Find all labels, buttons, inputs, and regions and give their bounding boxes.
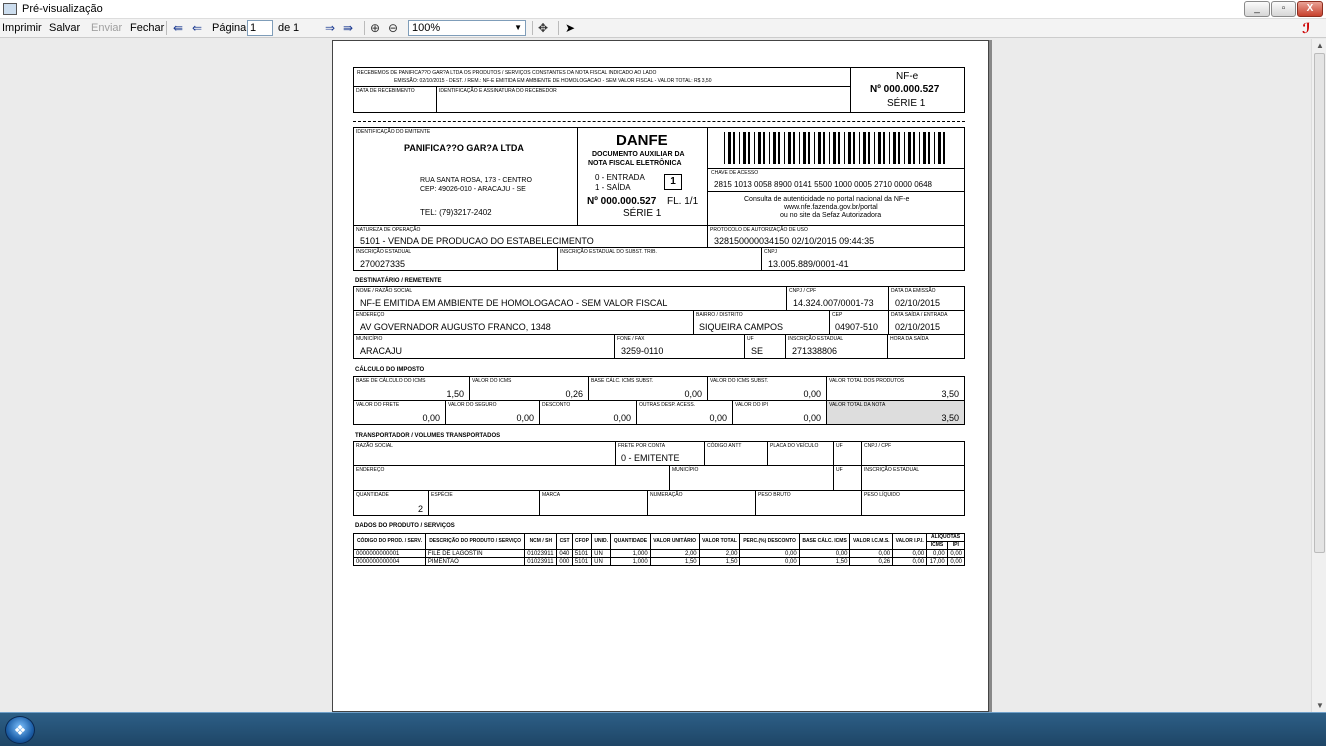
close-preview-button[interactable]: Fechar [130,22,165,34]
vertical-scrollbar[interactable] [1311,39,1326,712]
endereco-label: ENDEREÇO [356,312,385,318]
save-button[interactable]: Salvar [49,22,81,34]
barcode-bar [754,132,755,164]
receipt-date-box [353,86,437,113]
emitente-label: IDENTIFICAÇÃO DO EMITENTE [356,129,431,135]
barcode-bar [934,132,935,164]
saida-date-box [888,310,965,335]
barcode-bar [898,132,900,164]
municipio-value: ARACAJU [360,346,403,356]
windows-start-icon[interactable]: ❖ [5,716,35,744]
outras-label: OUTRAS DESP. ACESS. [639,402,696,408]
transp-cnpj-box [861,441,965,466]
col-header: DESCRIÇÃO DO PRODUTO / SERVIÇO [425,534,524,550]
barcode-bar [844,132,845,164]
barcode-bar [938,132,941,164]
barcode-bar [808,132,810,164]
seguro-label: VALOR DO SEGURO [448,402,497,408]
saida-label: 1 - SAÍDA [595,183,631,192]
uf-value: SE [751,346,764,356]
col-header: NCM / SH [525,534,557,550]
quantidade-label: QUANTIDADE [356,492,389,498]
danfe-box [577,127,708,226]
icms-value: 0,26 [565,389,583,399]
cell: 1,50 [799,558,850,566]
cep-box [829,310,889,335]
transp-uf2-box [833,465,862,491]
danfe-number: Nº 000.000.527 [587,196,657,207]
frete-conta-label: FRETE POR CONTA [618,443,666,449]
dest-ie-value: 271338806 [792,346,838,356]
natureza-label: NATUREZA DE OPERAÇÃO [356,227,421,233]
protocolo-label: PROTOCOLO DE AUTORIZAÇÃO DE USO [710,227,808,233]
desconto-box [539,400,637,425]
col-header: BASE CÁLC. ICMS [799,534,850,550]
cell: FILE DE LAGOSTIN [425,550,524,558]
uf-box [744,334,786,359]
produtos-section-title: DADOS DO PRODUTO / SERVIÇOS [355,523,455,529]
cell: 01023911 [525,550,557,558]
barcode-bar [874,132,875,164]
cell: 01023911 [525,558,557,566]
page-input[interactable]: 1 [247,20,273,36]
ie-value: 270027335 [360,259,406,269]
consulta-box [707,191,965,226]
cnpj-box [761,247,965,271]
emitente-address: RUA SANTA ROSA, 173 - CENTRO [420,177,532,184]
imposto-section-title: CÁLCULO DO IMPOSTO [355,367,425,373]
last-page-icon[interactable]: ⇛ [343,21,354,35]
previous-page-icon[interactable]: ⇐ [192,21,203,35]
vnota-box [826,400,965,425]
total-pages: 1 [293,22,300,34]
col-header: VALOR I.C.M.S. [850,534,893,550]
dest-name-box [353,286,787,311]
vnota-value: 3,50 [941,413,959,423]
dest-name-label: NOME / RAZÃO SOCIAL [356,288,413,294]
barcode-image [724,132,946,164]
barcode-bar [838,132,840,164]
barcode-bar [803,132,806,164]
bc-icms-label: BASE DE CÁLCULO DO ICMS [356,378,426,384]
col-header: VALOR I.P.I. [893,534,927,550]
cell: 5101 [572,550,591,558]
frete-conta-box [615,441,705,466]
receipt-text: RECEBEMOS DE PANIFICA??O GAR?A LTDA OS PRODUTOS / SERVIÇOS CONSTANTES DA NOTA FISCAL INDICADO AO LADO [357,70,657,76]
dest-cnpj-box [786,286,889,311]
nfe-stub-box [850,67,965,113]
col-header: PERC.(%) DESCONTO [740,534,799,550]
bc-st-label: BASE CÁLC. ICMS SUBST. [591,378,654,384]
dest-ie-box [785,334,888,359]
vprod-value: 3,50 [941,389,959,399]
cell: 1,50 [650,558,699,566]
cell: 0,00 [947,550,964,558]
fone-label: FONE / FAX [617,336,645,342]
col-header: CÓDIGO DO PROD. / SERV. [354,534,426,550]
next-page-icon[interactable]: ⇒ [325,21,336,35]
natureza-box [353,225,708,248]
toolbar-separator [532,21,533,35]
col-header: CST [557,534,572,550]
transp-ie-label: INSCRIÇÃO ESTADUAL [864,467,920,473]
receipt-line2: EMISSÃO: 02/10/2015 - DEST. / REM.: NF-E EMITIDA EM AMBIENTE DE HOMOLOGACAO - SEM VALOR FISCAL - VALOR TOTAL: R$ 3,50 [394,78,712,84]
chave-label: CHAVE DE ACESSO [711,170,759,176]
first-page-icon[interactable]: ⇚ [173,21,184,35]
chave-box [707,168,965,192]
dest-section-title: DESTINATÁRIO / REMETENTE [355,278,442,284]
barcode-bar [763,132,765,164]
cell: UN [592,558,611,566]
dest-cnpj-label: CNPJ / CPF [789,288,817,294]
marca-box [539,490,648,516]
window-title: Pré-visualização [22,3,103,15]
transp-section-title: TRANSPORTADOR / VOLUMES TRANSPORTADOS [355,433,501,439]
municipio-box [353,334,615,359]
desconto-label: DESCONTO [542,402,571,408]
col-header: VALOR TOTAL [699,534,740,550]
scroll-down-icon[interactable]: ▼ [1316,701,1324,710]
cell: 0000000000004 [354,558,426,566]
toolbar-separator [166,21,167,35]
barcode-bar [814,132,815,164]
iest-label: INSCRIÇÃO ESTADUAL DO SUBST. TRIB. [560,249,657,255]
razao-box [353,441,616,466]
danfe-sub1: DOCUMENTO AUXILIAR DA [592,151,685,158]
cell: 040 [557,550,572,558]
receipt-box [353,67,851,87]
cell: 0,00 [740,550,799,558]
barcode-bar [724,132,725,164]
bc-st-value: 0,00 [684,389,702,399]
bairro-value: SIQUEIRA CAMPOS [699,322,784,332]
aliquotas-header: ALÍQUOTAS [927,534,965,542]
barcode-bar [878,132,881,164]
zoom-in-icon[interactable]: ⊕ [370,21,381,35]
barcode-bar [908,132,911,164]
table-row [354,558,965,566]
ipi-box [732,400,827,425]
barcode-bar [904,132,905,164]
transp-uf-box [833,441,862,466]
vnota-label: VALOR TOTAL DA NOTA [829,402,886,408]
cell: 0,00 [850,550,893,558]
cell: 0,00 [893,558,927,566]
icms-st-label: VALOR DO ICMS SUBST. [710,378,769,384]
transp-endereco-box [353,465,670,491]
barcode-bar [793,132,795,164]
nfe-label: NF-e [896,71,919,82]
placa-label: PLACA DO VEÍCULO [770,443,819,449]
cell: 5101 [572,558,591,566]
razao-label: RAZÃO SOCIAL [356,443,393,449]
barcode-bar [829,132,830,164]
especie-box [428,490,540,516]
peso-bruto-label: PESO BRUTO [758,492,791,498]
barcode-bar [923,132,926,164]
protocolo-box [707,225,965,248]
bairro-label: BAIRRO / DISTRITO [696,312,743,318]
preview-toolbar [0,19,1326,38]
uf-label: UF [747,336,754,342]
consulta-text1: Consulta de autenticidade no portal nacional da NF-e [744,196,910,203]
icms-box [469,376,589,401]
placa-box [767,441,834,466]
col-header: UNID. [592,534,611,550]
bc-st-box [588,376,708,401]
especie-label: ESPÉCIE [431,492,453,498]
marca-label: MARCA [542,492,561,498]
cell: 0000000000001 [354,550,426,558]
barcode-bar [778,132,780,164]
peso-liquido-box [861,490,965,516]
frete-conta-value: 0 - EMITENTE [621,453,680,463]
cell: 0,26 [850,558,893,566]
danfe-folha: FL. 1/1 [667,196,699,207]
desconto-value: 0,00 [613,413,631,423]
barcode-box [707,127,965,169]
hora-label: HORA DA SAÍDA [890,336,929,342]
emitente-name: PANIFICA??O GAR?A LTDA [404,143,524,153]
table-row [354,550,965,558]
barcode-bar [853,132,855,164]
scroll-up-icon[interactable]: ▲ [1316,41,1324,50]
danfe-title: DANFE [616,132,668,149]
danfe-sub2: NOTA FISCAL ELETRÔNICA [588,160,682,167]
app-logo-icon: ℐ [1302,20,1311,36]
barcode-bar [733,132,735,164]
toolbar-separator [558,21,559,35]
outras-box [636,400,733,425]
quantidade-box [353,490,429,516]
app-icon [3,3,17,15]
cep-label: CEP [832,312,843,318]
products-table [353,533,965,566]
saida-date-value: 02/10/2015 [895,322,941,332]
transp-cnpj-label: CNPJ / CPF [864,443,892,449]
cell: PIMENTAO [425,558,524,566]
minimize-button[interactable]: _ [1244,1,1270,17]
cnpj-value: 13.005.889/0001-41 [768,259,849,269]
icms-st-box [707,376,827,401]
fone-value: 3259-0110 [621,346,664,356]
scrollbar-thumb[interactable] [1314,53,1325,553]
cell: UN [592,550,611,558]
frete-label: VALOR DO FRETE [356,402,400,408]
emitente-cep: CEP: 49026-010 - ARACAJU - SE [420,186,526,193]
barcode-bar [868,132,870,164]
col-header: CFOP [572,534,591,550]
chevron-down-icon: ▼ [514,23,522,32]
cell: 1,000 [611,550,650,558]
danfe-serie: SÉRIE 1 [623,208,662,219]
barcode-bar [883,132,885,164]
cell: 0,00 [947,558,964,566]
numeracao-box [647,490,756,516]
bc-icms-box [353,376,470,401]
icms-label: VALOR DO ICMS [472,378,512,384]
cep-value: 04907-510 [835,322,879,332]
zoom-out-icon[interactable]: ⊖ [388,21,399,35]
receipt-date-label: DATA DE RECEBIMENTO [356,88,415,94]
toolbar-separator [364,21,365,35]
close-button[interactable]: X [1297,1,1323,17]
barcode-bar [818,132,821,164]
title-bar [0,0,1326,19]
cell: 17,00 [927,558,948,566]
col-header: QUANTIDADE [611,534,650,550]
frete-value: 0,00 [422,413,440,423]
cell: 0,00 [799,550,850,558]
barcode-bar [769,132,770,164]
consulta-text3: ou no site da Sefaz Autorizadora [780,212,882,219]
barcode-bar [823,132,825,164]
natureza-value: 5101 - VENDA DE PRODUCAO DO ESTABELECIMENTO [360,236,594,246]
barcode-bar [773,132,776,164]
of-label: de [278,22,291,34]
emitente-phone: TEL: (79)3217-2402 [420,208,492,217]
cell: 0,00 [927,550,948,558]
fone-box [614,334,745,359]
emissao-value: 02/10/2015 [895,298,941,308]
cell: 2,00 [650,550,699,558]
col-header: VALOR UNITÁRIO [650,534,699,550]
select-pointer-icon[interactable]: ➤ [565,21,576,35]
barcode-bar [913,132,915,164]
cnpj-label: CNPJ [764,249,778,255]
dest-cnpj-value: 14.324.007/0001-73 [793,298,874,308]
hora-box [887,334,965,359]
antt-label: CÓDIGO ANTT [707,443,742,449]
document-page [332,40,989,712]
emissao-label: DATA DA EMISSÃO [891,288,936,294]
ie-box [353,247,558,271]
endereco-box [353,310,694,335]
ie-label: INSCRIÇÃO ESTADUAL [356,249,412,255]
zoom-select[interactable] [408,20,526,36]
dest-ie-label: INSCRIÇÃO ESTADUAL [788,336,844,342]
barcode-bar [848,132,851,164]
barcode-bar [758,132,761,164]
receipt-sign-label: IDENTIFICAÇÃO E ASSINATURA DO RECEBEDOR [439,88,557,94]
barcode-bar [863,132,866,164]
col-header: IPI [947,542,964,550]
taskbar [0,712,1326,746]
cut-line [353,121,965,122]
antt-box [704,441,768,466]
nfe-number: Nº 000.000.527 [870,84,940,95]
transp-uf-label: UF [836,443,843,449]
receipt-sign-box [436,86,851,113]
protocolo-value: 328150000034150 02/10/2015 09:44:35 [714,236,875,246]
nfe-serie: SÉRIE 1 [887,98,926,109]
chave-value: 2815 1013 0058 8900 0141 5500 1000 0005 2710 0000 0648 [714,180,932,189]
transp-ie-box [861,465,965,491]
barcode-bar [799,132,800,164]
transp-municipio-label: MUNICÍPIO [672,467,699,473]
barcode-bar [928,132,930,164]
ipi-value: 0,00 [803,413,821,423]
emissao-box [888,286,965,311]
endereco-value: AV GOVERNADOR AUGUSTO FRANCO, 1348 [360,322,551,332]
tipo-box: 1 [664,174,682,190]
cell: 1,50 [699,558,740,566]
page-label: Página [212,22,247,34]
page-width-icon[interactable]: ✥ [538,21,549,35]
saida-date-label: DATA SAÍDA / ENTRADA [891,312,948,318]
transp-uf2-label: UF [836,467,843,473]
entrada-label: 0 - ENTRADA [595,173,645,182]
cell: 0,00 [740,558,799,566]
zoom-value: 100% [412,22,441,34]
barcode-bar [889,132,890,164]
barcode-bar [784,132,785,164]
ipi-label: VALOR DO IPI [735,402,768,408]
seguro-value: 0,00 [516,413,534,423]
quantidade-value: 2 [417,504,423,514]
peso-liquido-label: PESO LÍQUIDO [864,492,900,498]
emitente-box [353,127,578,226]
barcode-bar [748,132,750,164]
transp-municipio-box [669,465,834,491]
barcode-bar [833,132,836,164]
dest-name-value: NF-E EMITIDA EM AMBIENTE DE HOMOLOGACAO - SEM VALOR FISCAL [360,298,668,308]
cell: 0,00 [893,550,927,558]
bc-icms-value: 1,50 [446,389,464,399]
barcode-bar [919,132,920,164]
seguro-box [445,400,540,425]
consulta-text2: www.nfe.fazenda.gov.br/portal [784,204,878,211]
barcode-bar [743,132,746,164]
transp-endereco-label: ENDEREÇO [356,467,385,473]
cell: 1,000 [611,558,650,566]
bairro-box [693,310,830,335]
barcode-bar [859,132,860,164]
municipio-label: MUNICÍPIO [356,336,383,342]
barcode-bar [943,132,945,164]
barcode-bar [893,132,896,164]
maximize-button[interactable]: ▫ [1271,1,1296,17]
barcode-bar [788,132,791,164]
icms-st-value: 0,00 [803,389,821,399]
barcode-bar [739,132,740,164]
numeracao-label: NUMERAÇÃO [650,492,683,498]
frete-box [353,400,446,425]
peso-bruto-box [755,490,862,516]
barcode-bar [728,132,731,164]
send-button[interactable]: Enviar [91,22,123,34]
print-button[interactable]: Imprimir [2,22,42,34]
cell: 000 [557,558,572,566]
vprod-label: VALOR TOTAL DOS PRODUTOS [829,378,905,384]
iest-box [557,247,762,271]
vprod-box [826,376,965,401]
col-header: ICMS [927,542,948,550]
outras-value: 0,00 [709,413,727,423]
cell: 2,00 [699,550,740,558]
